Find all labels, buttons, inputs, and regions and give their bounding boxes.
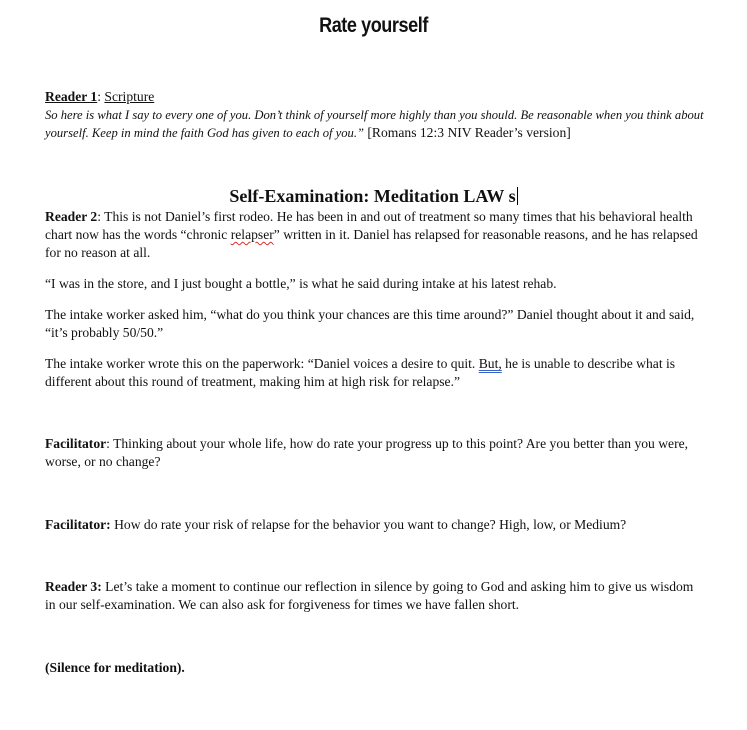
reader2-paragraph-1: Reader 2: This is not Daniel’s first rodeo. He has been in and out of treatment so many times that his behavioral health chart now has the words “chronic relapser” written in it. Daniel has relapsed for reasonable reasons, and he has relapsed for no reason at all. xyxy=(45,209,698,260)
reader1-colon: : xyxy=(97,89,105,104)
reader3-label: Reader 3: xyxy=(45,579,102,594)
facilitator2-label: Facilitator: xyxy=(45,517,111,532)
grammar-flag[interactable]: But, xyxy=(478,356,502,371)
scripture-text: So here is what I say to every one of you. Don’t think of yourself more highly than you should. Be reasonable when you think about yourself. Keep in mind the faith God has given to each of you.” xyxy=(45,108,704,140)
facilitator2-section xyxy=(45,516,705,534)
scripture-citation: [Romans 12:3 NIV Reader’s version] xyxy=(364,125,571,140)
reader1-label: Reader 1 xyxy=(45,89,98,104)
section-heading[interactable]: Self-Examination: Meditation LAW s xyxy=(229,186,516,206)
silence-note: (Silence for meditation). xyxy=(45,660,185,675)
reader2-paragraph-3: The intake worker asked him, “what do you think your chances are this time around?” Daniel thought about it and said, “it’s probably 50/50.” xyxy=(45,307,695,340)
reader1-scripture xyxy=(45,106,705,142)
reader2-paragraph-2: “I was in the store, and I just bought a bottle,” is what he said during intake at his latest rehab. xyxy=(45,276,557,291)
reader1-heading: Scripture xyxy=(104,89,155,104)
reader3-section xyxy=(45,578,705,614)
facilitator1-text: : Thinking about your whole life, how do rate your progress up to this point? Are you better than you were, worse, or no change? xyxy=(45,436,689,469)
facilitator1-section xyxy=(45,435,705,471)
reader2-section xyxy=(45,208,705,391)
reader2-label: Reader 2 xyxy=(45,209,98,224)
reader1-section xyxy=(45,88,705,142)
facilitator1-label: Facilitator xyxy=(45,436,107,451)
reader2-paragraph-4: The intake worker wrote this on the paperwork: “Daniel voices a desire to quit. But, he is unable to describe what is different about this round of treatment, making him at high risk for relapse.” xyxy=(45,356,676,389)
spelling-flag[interactable]: relapser xyxy=(230,227,274,242)
reader1-header xyxy=(45,88,705,106)
page-title: Rate yourself xyxy=(319,14,428,37)
reader3-text: Let’s take a moment to continue our reflection in silence by going to God and asking him to give us wisdom in our self-examination. We can also ask for forgiveness for times we have fallen short. xyxy=(45,579,694,612)
text-cursor xyxy=(517,187,518,205)
facilitator2-text: How do rate your risk of relapse for the behavior you want to change? High, low, or Medium? xyxy=(110,517,627,532)
